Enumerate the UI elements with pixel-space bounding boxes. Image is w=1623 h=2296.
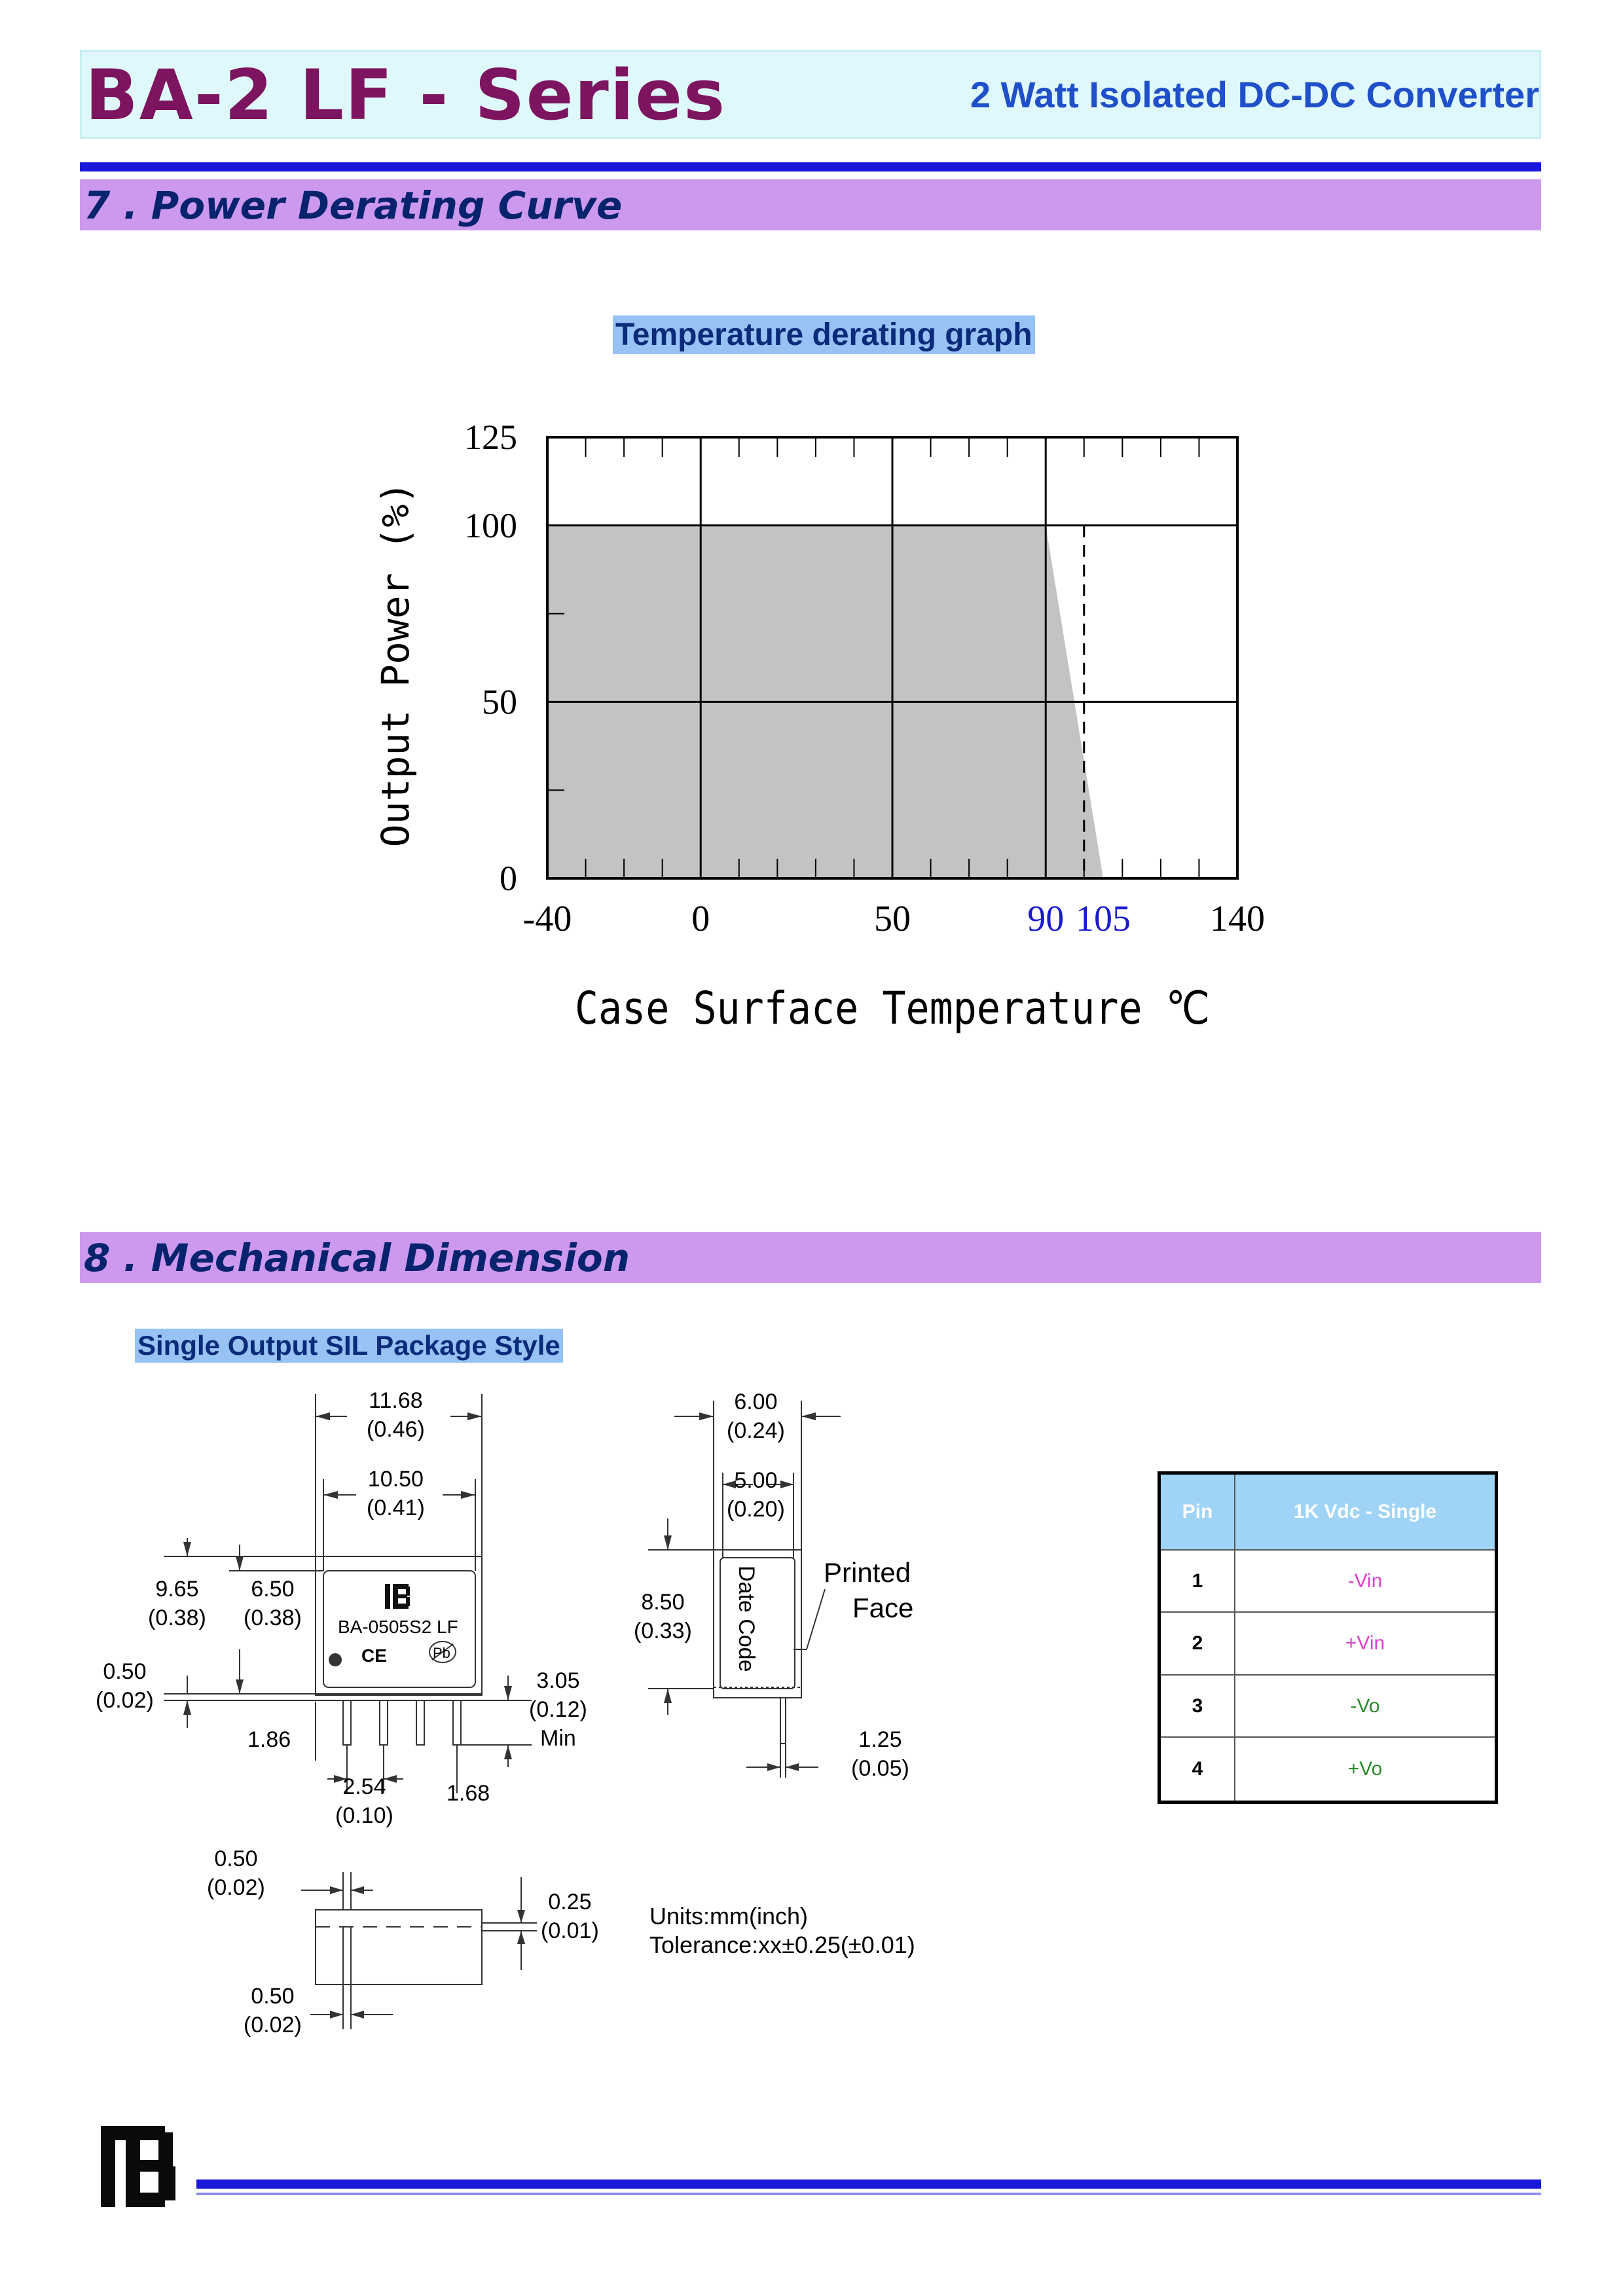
module-logo-icon bbox=[385, 1584, 410, 1609]
pin-number: 1 bbox=[1159, 1550, 1235, 1612]
dim-bottom-pin-width-2: 0.50 (0.02) bbox=[244, 1984, 302, 2037]
product-subtitle: 2 Watt Isolated DC-DC Converter bbox=[970, 74, 1539, 115]
x-tick-label: 50 bbox=[874, 899, 911, 939]
tolerance-note: Tolerance:xx±0.25(±0.01) bbox=[649, 1931, 915, 1958]
company-logo-icon bbox=[98, 2121, 183, 2212]
pin-function: -Vin bbox=[1235, 1550, 1497, 1612]
dim-side-height: 8.50 (0.33) bbox=[634, 1590, 692, 1643]
y-tick-label: 100 bbox=[464, 505, 517, 545]
pin-number: 3 bbox=[1159, 1675, 1235, 1737]
y-tick-label: 50 bbox=[482, 682, 517, 722]
dim-pin-thickness: 0.25 (0.01) bbox=[541, 1890, 599, 1943]
y-tick-label: 0 bbox=[500, 859, 517, 898]
section-heading-text: 7 . Power Derating Curve bbox=[84, 183, 623, 228]
dim-standoff: 0.50 (0.02) bbox=[96, 1659, 154, 1713]
printed-face-label-2: Face bbox=[852, 1592, 914, 1623]
function-header: 1K Vdc - Single bbox=[1235, 1473, 1497, 1551]
dim-width-body: 10.50 (0.41) bbox=[367, 1467, 425, 1520]
units-note: Units:mm(inch) bbox=[649, 1903, 809, 1929]
pin-table bbox=[1158, 1471, 1498, 1804]
printed-face-label-1: Printed bbox=[824, 1557, 911, 1588]
table-row bbox=[1159, 1675, 1497, 1737]
pin-function: -Vo bbox=[1235, 1675, 1497, 1737]
pin-function: +Vo bbox=[1235, 1737, 1497, 1802]
dim-side-width-overall: 6.00 (0.24) bbox=[727, 1390, 785, 1443]
pb-mark: Pb bbox=[433, 1645, 450, 1661]
module-body-bottom bbox=[316, 1910, 482, 1984]
dim-width-overall: 11.68 (0.46) bbox=[367, 1388, 425, 1442]
pin-header: Pin bbox=[1159, 1473, 1235, 1551]
dim-height-total: 9.65 (0.38) bbox=[148, 1577, 206, 1630]
date-code-label: Date Code bbox=[734, 1566, 759, 1672]
x-tick-label: -40 bbox=[522, 899, 572, 939]
ce-mark: CE bbox=[361, 1645, 387, 1666]
dim-bottom-pin-width: 0.50 (0.02) bbox=[207, 1846, 265, 1900]
y-axis-label: Output Power (%) bbox=[373, 481, 418, 848]
pin-table-header bbox=[1159, 1473, 1497, 1551]
pin-number: 2 bbox=[1159, 1612, 1235, 1674]
section-heading-text: 8 . Mechanical Dimension bbox=[84, 1236, 630, 1280]
x-tick-label: 105 bbox=[1076, 899, 1131, 939]
pin-1 bbox=[343, 1700, 351, 1745]
footer-rule-secondary bbox=[196, 2193, 1541, 2195]
dim-height-body: 6.50 (0.38) bbox=[244, 1577, 302, 1630]
package-style-title: Single Output SIL Package Style bbox=[135, 1329, 563, 1363]
pin-3 bbox=[416, 1700, 424, 1745]
pin-4 bbox=[453, 1700, 461, 1745]
x-tick-label: 0 bbox=[691, 899, 710, 939]
dot-marker bbox=[329, 1653, 342, 1666]
table-row bbox=[1159, 1737, 1497, 1802]
dim-pin-pitch: 2.54 (0.10) bbox=[335, 1774, 393, 1828]
footer-rule bbox=[196, 2179, 1541, 2189]
series-title: BA-2 LF - Series bbox=[85, 55, 727, 135]
x-axis-label: Case Surface Temperature ℃ bbox=[574, 982, 1211, 1035]
y-tick-label: 125 bbox=[464, 418, 517, 457]
part-marking: BA-0505S2 LF bbox=[338, 1617, 458, 1637]
table-row bbox=[1159, 1612, 1497, 1674]
graph-title: Temperature derating graph bbox=[613, 315, 1035, 354]
table-row bbox=[1159, 1550, 1497, 1612]
side-pin bbox=[780, 1698, 786, 1744]
x-tick-label: 90 bbox=[1027, 899, 1065, 939]
dim-pin-offset: 1.86 bbox=[247, 1727, 291, 1752]
dim-side-width-body: 5.00 (0.20) bbox=[727, 1468, 785, 1522]
pin-2 bbox=[380, 1700, 388, 1745]
dim-pin-length: 3.05 (0.12) Min bbox=[529, 1668, 587, 1751]
dim-side-pin-offset: 1.25 (0.05) bbox=[851, 1727, 909, 1781]
x-tick-label: 140 bbox=[1210, 899, 1265, 939]
pin-number: 4 bbox=[1159, 1737, 1235, 1802]
pin-function: +Vin bbox=[1235, 1612, 1497, 1674]
dim-pin-end: 1.68 bbox=[447, 1781, 490, 1806]
